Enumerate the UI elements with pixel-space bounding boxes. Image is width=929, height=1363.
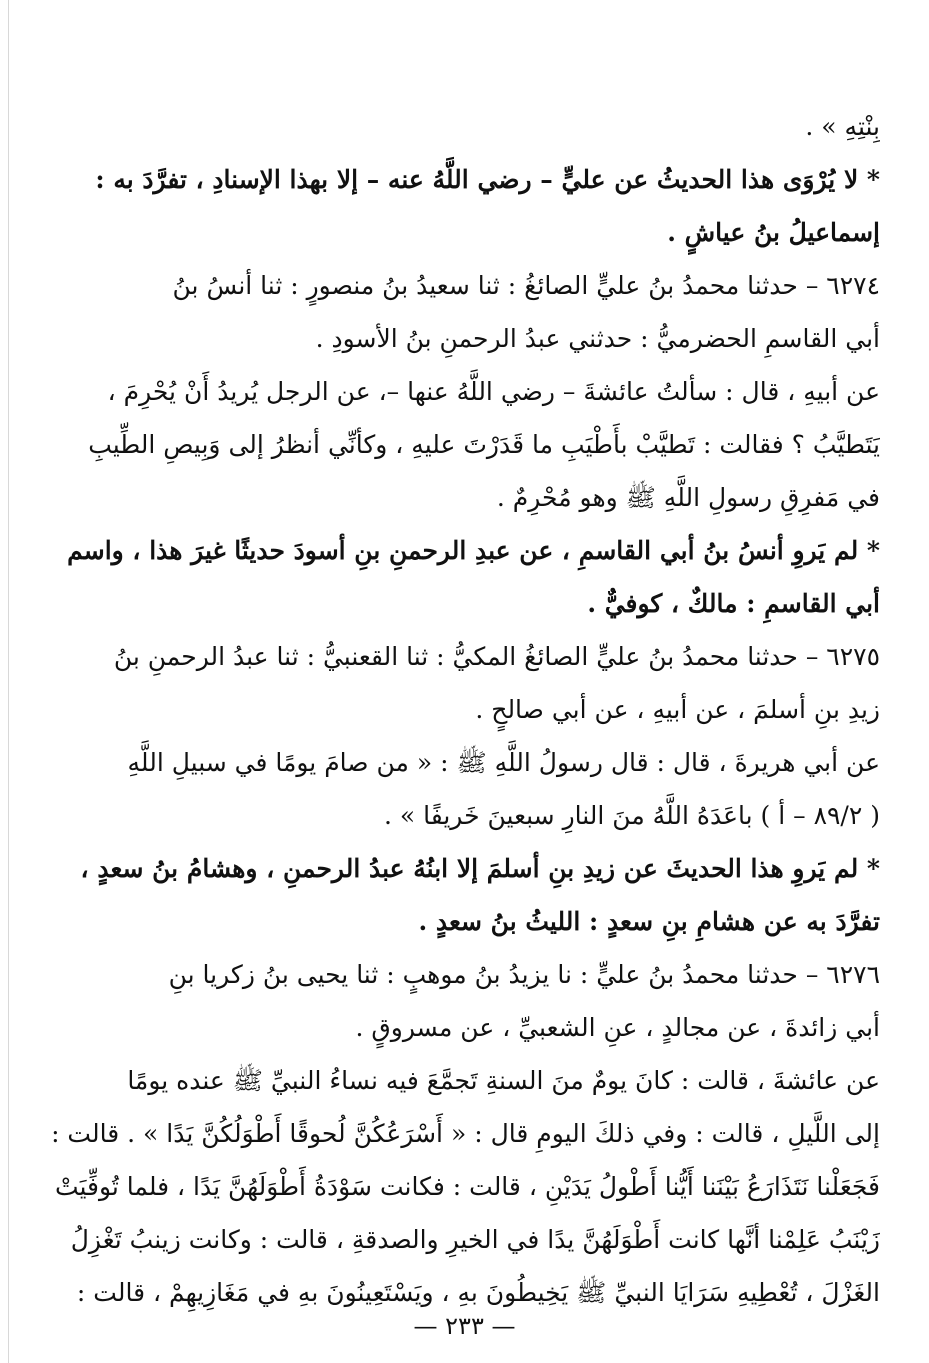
hadith-text-line: فَجَعَلْنا نَتَذَارَعُ بَيْنَنا أَيُّنا أَطْولُ يَدَيْنِ ، قالت : فكانت سَوْدَةُ أَطْوَلَهُنَّ يَدًا ، فلما تُوفِّيَتْ [54,1172,880,1201]
text-line: زيدِ بنِ أسلمَ ، عن أبيهِ ، عن أبي صالحٍ . [475,695,880,724]
page-body [50,100,880,1319]
hadith-6274-isnad: ٦٢٧٤ – حدثنا محمدُ بنُ عليٍّ الصائغُ : ثنا سعيدُ بنُ منصورٍ : ثنا أنسُ بنُ [172,271,880,300]
scan-edge [0,0,9,1363]
commentary-line: * لم يَروِ هذا الحديثَ عن زيدِ بنِ أسلمَ إلا ابنُهُ عبدُ الرحمنِ ، وهشامُ بنُ سعدٍ ، [80,854,880,883]
hadith-6275-isnad: ٦٢٧٥ – حدثنا محمدُ بنُ عليٍّ الصائغُ المكيُّ : ثنا القعنبيُّ : ثنا عبدُ الرحمنِ بنُ [113,642,880,671]
commentary-line: * لم يَروِ أنسُ بنُ أبي القاسمِ ، عن عبدِ الرحمنِ بنِ أسودَ حديثًا غيرَ هذا ، واسم [67,536,880,565]
commentary-line: أبي القاسمِ : مالكٌ ، كوفيٌّ . [587,589,880,618]
commentary-line: تفرَّدَ به عن هشامِ بنِ سعدٍ : الليثُ بنُ سعدٍ . [418,907,880,936]
hadith-text-line: عن عائشةَ ، قالت : كانَ يومٌ منَ السنةِ تَجمَّعَ فيه نساءُ النبيِّ ﷺ عنده يومًا [127,1066,880,1095]
hadith-text-line: يَتَطيَّبُ ؟ فقالت : تَطيَّبْ بأَطْيَبِ ما قَدَرْتَ عليهِ ، وكأنِّي أنظرُ إلى وَبِيصِ الطِّيبِ [88,430,880,459]
text-line: بِنْتِهِ » . [805,112,880,141]
text-line: أبي القاسمِ الحضرميُّ : حدثني عبدُ الرحمنِ بنُ الأسودِ . [315,324,880,353]
page-number: — ٢٣٣ — [413,1312,516,1340]
hadith-text-line: زَيْنَبُ عَلِمْنا أنَّها كانت أَطْوَلَهُنَّ يدًا في الخيرِ والصدقةِ ، قالت : وكانت زينبُ تَغْزِلُ [70,1225,880,1254]
hadith-text-line: عن أبيهِ ، قال : سألتُ عائشةَ – رضي اللَّهُ عنها –، عن الرجل يُريدُ أَنْ يُحْرِمَ ، [107,377,880,406]
commentary-line: * لا يُرْوَى هذا الحديثُ عن عليٍّ – رضي اللَّهُ عنه – إلا بهذا الإسنادِ ، تفرَّدَ به : [95,165,880,194]
commentary-line: إسماعيلُ بنُ عياشٍ . [667,218,880,247]
text-line: أبي زائدةَ ، عن مجالدٍ ، عنِ الشعبيِّ ، عن مسروقٍ . [355,1013,880,1042]
hadith-text-line: الغَزْلَ ، تُعْطِيهِ سَرَايَا النبيِّ ﷺ يَخِيطُونَ بهِ ، ويَسْتَعِينُونَ بهِ في مَغَازِيهِمْ ، قالت : [76,1278,880,1307]
hadith-6276-isnad: ٦٢٧٦ – حدثنا محمدُ بنُ عليٍّ : نا يزيدُ بنُ موهبٍ : ثنا يحيى بنُ زكريا بنِ [168,960,880,989]
hadith-text-line: ( ٨٩/٢ – أ ) باعَدَهُ اللَّهُ منَ النارِ سبعينَ خَريفًا » . [383,801,880,830]
hadith-text-line: في مَفرِقِ رسولِ اللَّهِ ﷺ وهو مُحْرِمٌ . [496,483,880,512]
hadith-text-line: عن أبي هريرةَ ، قال : قال رسولُ اللَّهِ ﷺ : « من صامَ يومًا في سبيلِ اللَّهِ [127,748,880,777]
hadith-text-line: إلى اللَّيلِ ، قالت : وفي ذلكَ اليومِ قال : « أَسْرَعُكُنَّ لُحوقًا أَطْوَلُكُنَّ يَدًا » . قالت : [51,1119,880,1148]
